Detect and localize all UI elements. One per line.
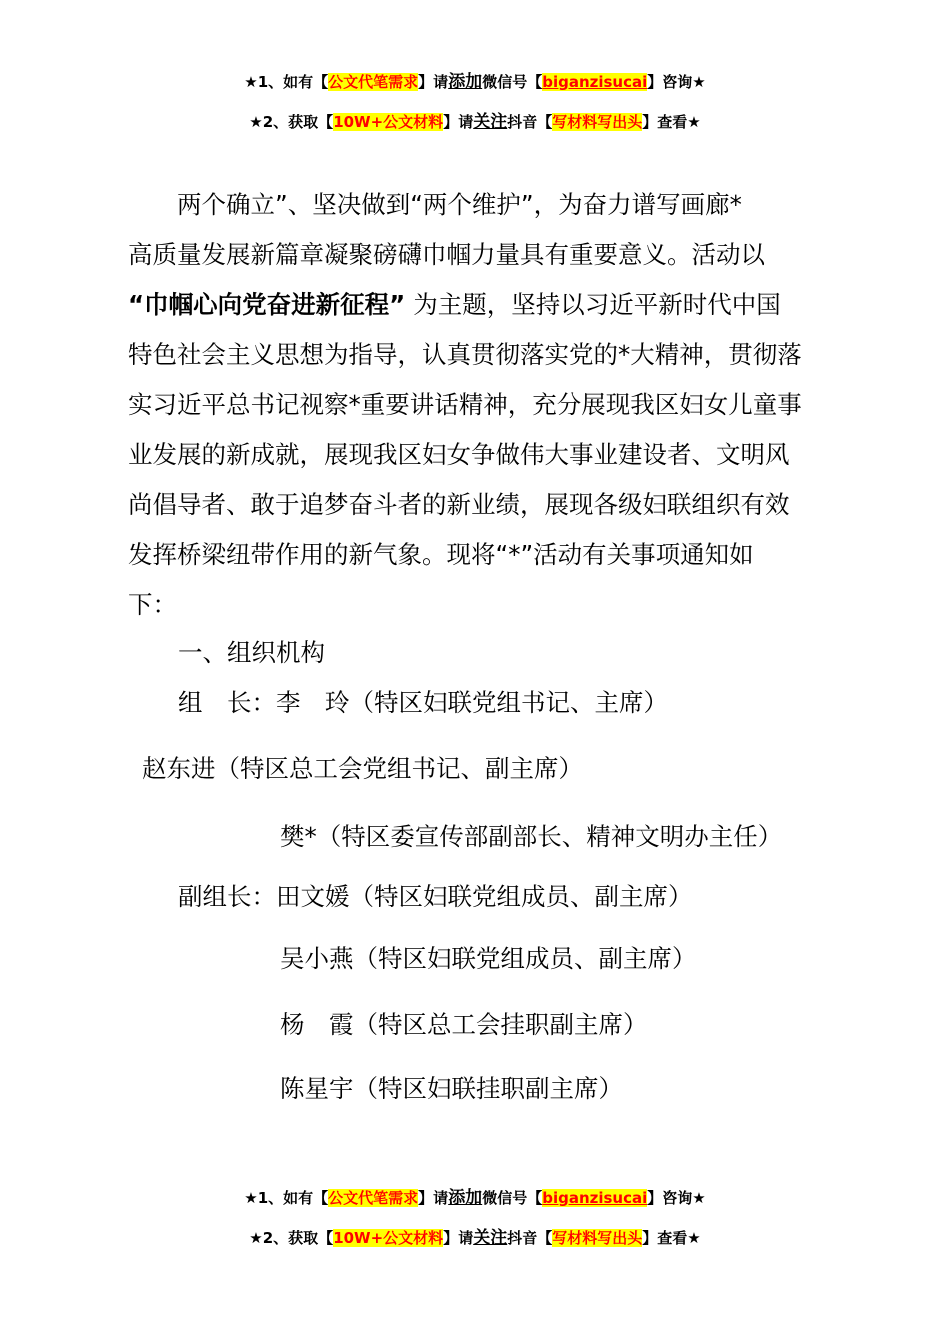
- body-line: 发挥桥梁纽带作用的新气象。现将“*”活动有关事项通知如: [128, 540, 754, 569]
- section-heading: 一、组织机构: [178, 638, 325, 667]
- body-line: 实习近平总书记视察*重要讲话精神，充分展现我区妇女儿童事: [128, 390, 802, 419]
- deputy-row: 吴小燕（特区妇联党组成员、副主席）: [280, 944, 697, 973]
- promo-banner-bottom-line1: ★1、如有【公文代笔需求】请添加微信号【biganzisucai】咨询★: [244, 1188, 706, 1208]
- body-line: 尚倡导者、敢于追梦奋斗者的新业绩，展现各级妇联组织有效: [128, 490, 790, 519]
- promo-banner-bottom-line2: ★2、获取【10W+公文材料】请关注抖音【写材料写出头】查看★: [249, 1228, 701, 1248]
- wechat-id: biganzisucai: [542, 73, 648, 91]
- douyin-account: 写材料写出头: [552, 1229, 643, 1247]
- deputy-row: 陈星宇（特区妇联挂职副主席）: [280, 1074, 623, 1103]
- promo-banner-top-line2: ★2、获取【10W+公文材料】请关注抖音【写材料写出头】查看★: [249, 112, 701, 132]
- promo-banner-top-line1: ★1、如有【公文代笔需求】请添加微信号【biganzisucai】咨询★: [244, 72, 706, 92]
- wechat-id: biganzisucai: [542, 1189, 648, 1207]
- member-row: 赵东进（特区总工会党组书记、副主席）: [142, 754, 583, 783]
- theme-title: “巾帼心向党奋进新征程”: [128, 290, 406, 319]
- body-line: 下：: [128, 590, 177, 619]
- body-paragraph: [128, 180, 834, 630]
- highlight-service: 公文代笔需求: [328, 73, 419, 91]
- body-line: 高质量发展新篇章凝聚磅礴巾帼力量具有重要意义。活动以: [128, 240, 765, 269]
- highlight-materials: 10W+公文材料: [333, 113, 444, 131]
- highlight-materials: 10W+公文材料: [333, 1229, 444, 1247]
- body-line-theme: “巾帼心向党奋进新征程” 为主题，坚持以习近平新时代中国: [128, 290, 781, 319]
- deputy-row: 杨 霞（特区总工会挂职副主席）: [280, 1010, 648, 1039]
- douyin-account: 写材料写出头: [552, 113, 643, 131]
- body-line: 特色社会主义思想为指导，认真贯彻落实党的*大精神，贯彻落: [128, 340, 802, 369]
- member-row: 樊*（特区委宣传部副部长、精神文明办主任）: [280, 822, 783, 851]
- deputy-row: 副组长：田文媛（特区妇联党组成员、副主席）: [178, 882, 693, 911]
- body-line: 业发展的新成就，展现我区妇女争做伟大事业建设者、文明风: [128, 440, 790, 469]
- body-line: 两个确立”、坚决做到“两个维护”，为奋力谱写画廊*: [177, 190, 742, 219]
- highlight-service: 公文代笔需求: [328, 1189, 419, 1207]
- leader-row: 组 长：李 玲（特区妇联党组书记、主席）: [178, 688, 668, 717]
